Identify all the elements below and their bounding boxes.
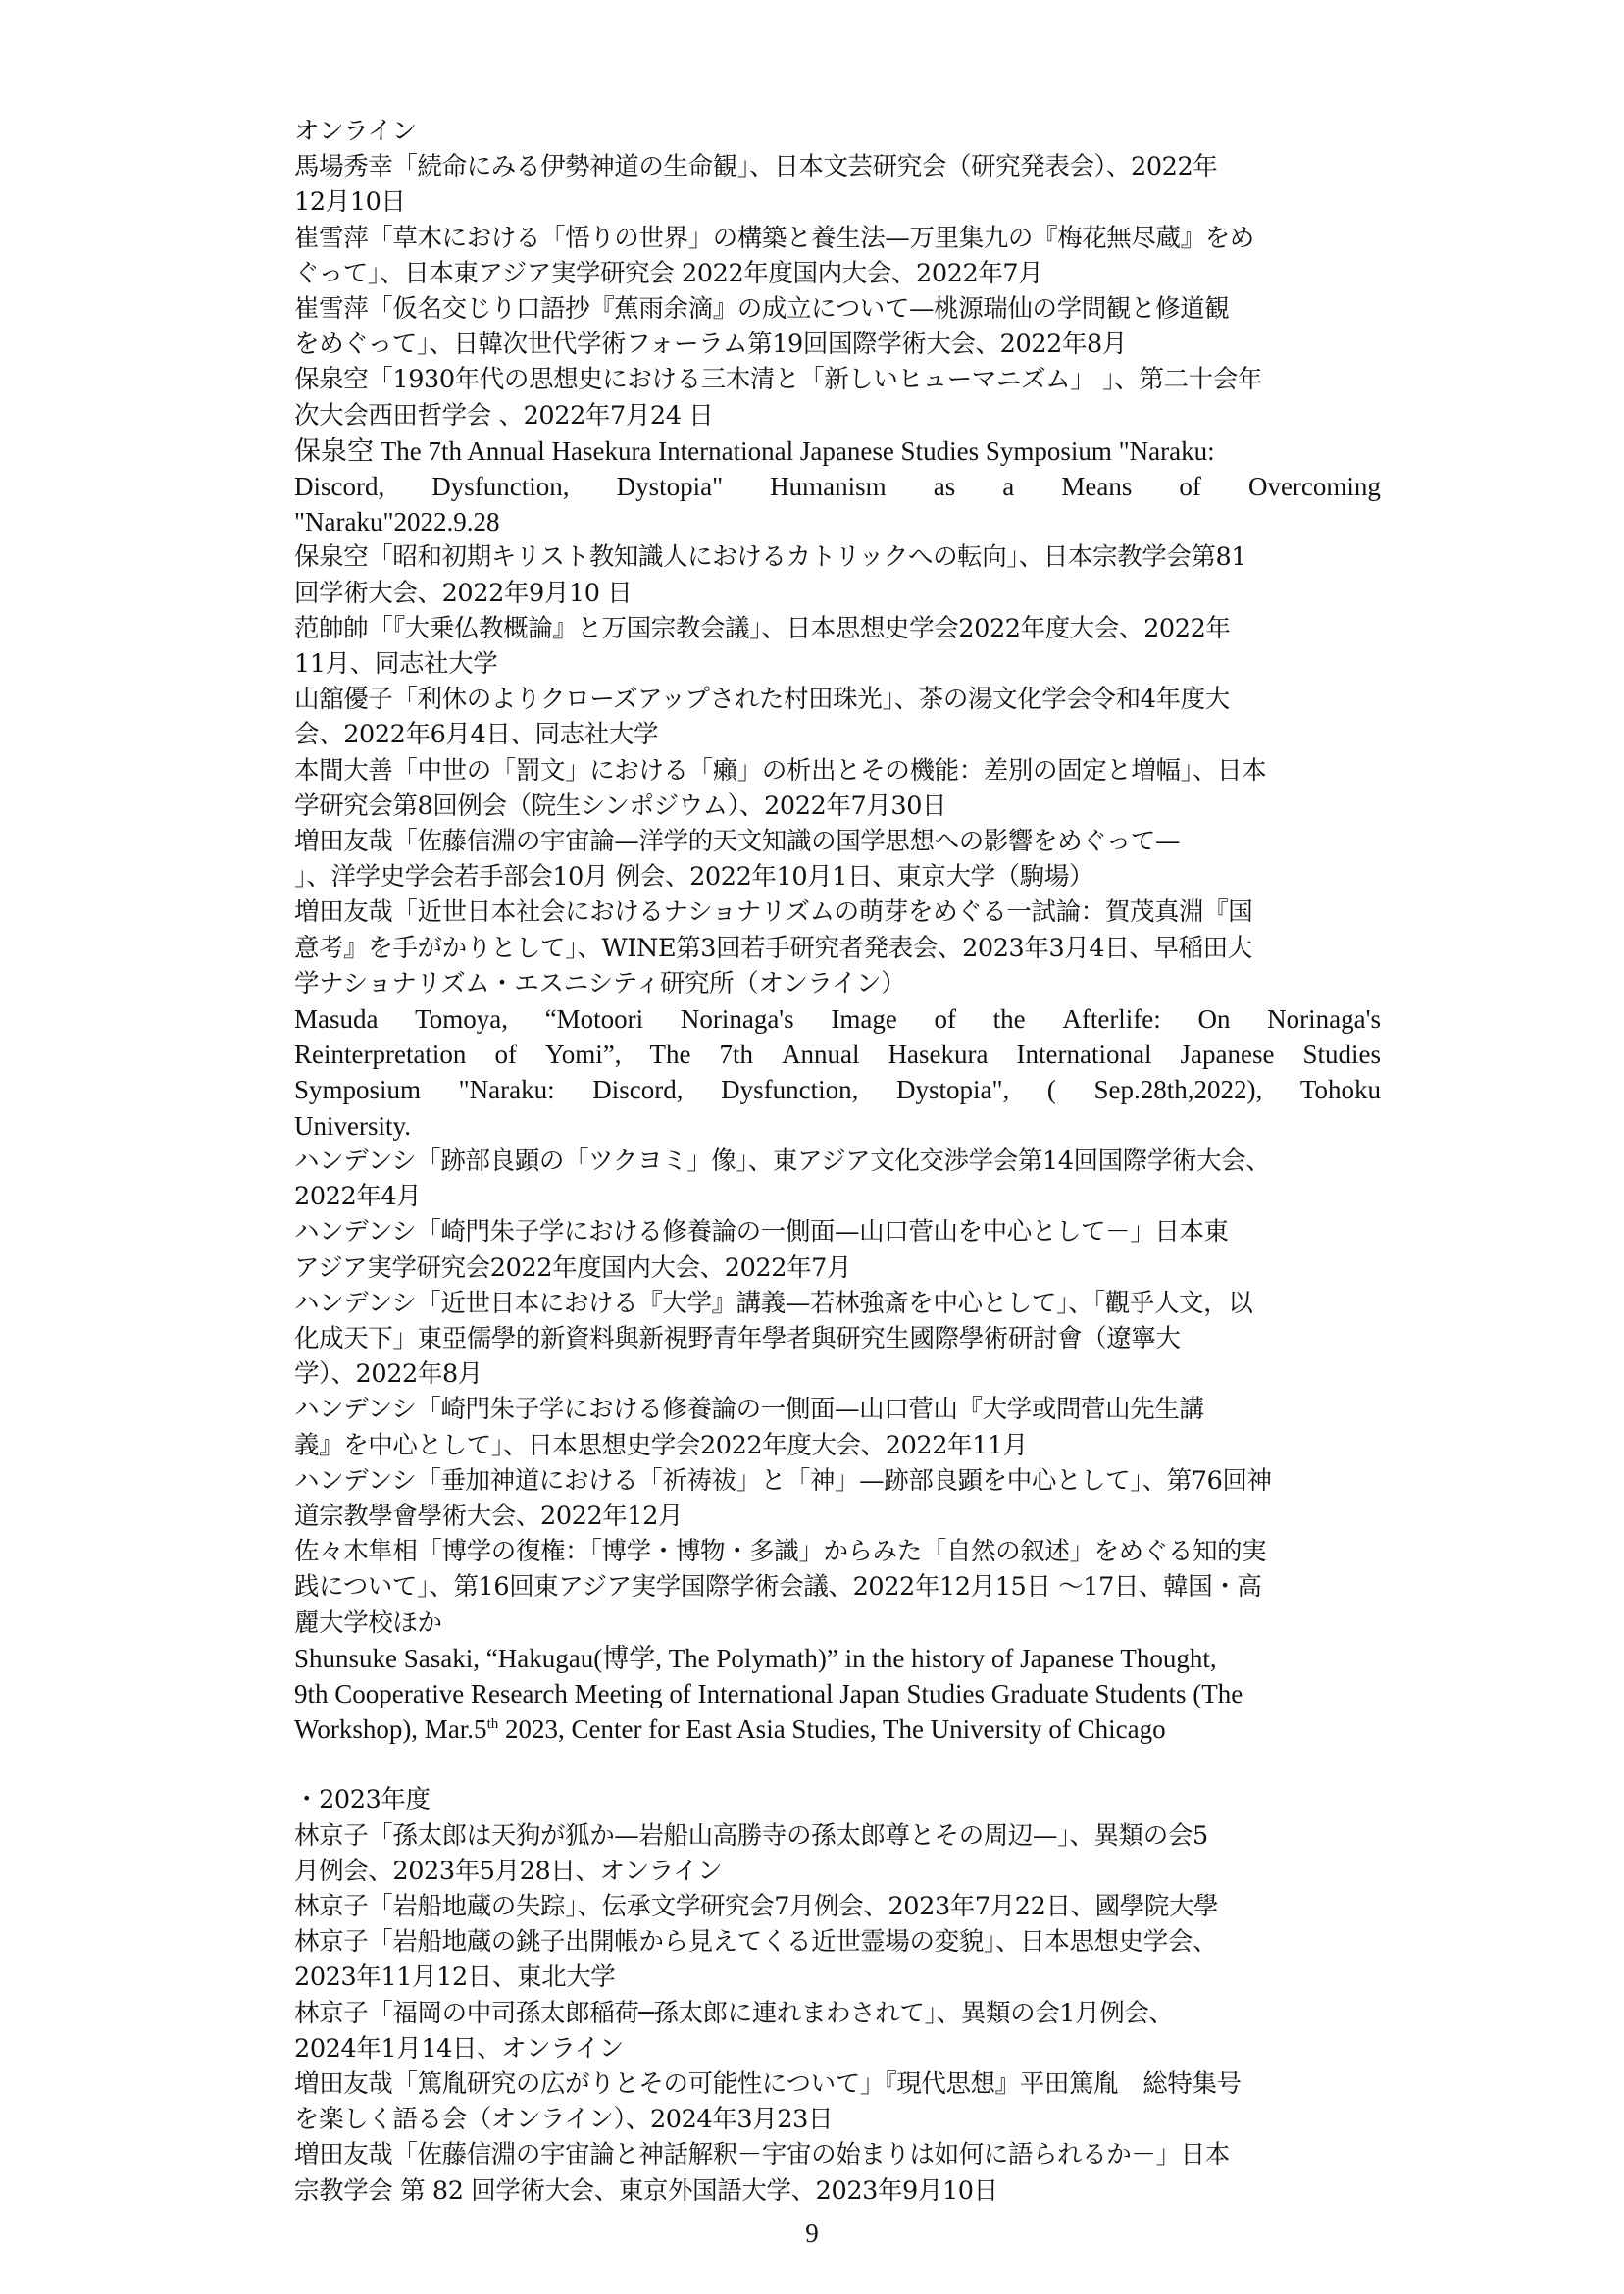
- text-line: 9th Cooperative Research Meeting of International Japan Studies Graduate Students (The: [294, 1678, 1243, 1708]
- word: Dystopia",: [895, 1075, 1010, 1105]
- word: “Motoori: [544, 1004, 644, 1035]
- text-line: 次大会西田哲学会 、2022年7月24 日: [294, 400, 714, 431]
- word: The: [649, 1040, 691, 1070]
- text-line: 増田友哉「佐藤信淵の宇宙論と神話解釈－宇宙の始まりは如何に語られるか－」日本: [294, 2140, 1230, 2170]
- word: Dysfunction,: [431, 472, 570, 502]
- text-line: 林京子「岩船地蔵の銚子出開帳から見えてくる近世霊場の変貌」、日本思想史学会、: [294, 1927, 1218, 1958]
- text-line: 意考』を手がかりとして」、WINE第3回若手研究者発表会、2023年3月4日、早稲田大: [294, 933, 1252, 963]
- text-line: ハンデンシ「近世日本における『大学』講義—若林強斎を中心として」、「觀乎人文，以: [294, 1288, 1253, 1318]
- text-line: 林京子「岩船地蔵の失踪」、伝承文学研究会7月例会、2023年7月22日、國學院大學: [294, 1891, 1219, 1921]
- text-line-justified: [294, 1001, 1381, 1037]
- word: Discord,: [294, 472, 385, 502]
- text-line-justified: [294, 469, 1381, 504]
- text-line: University.: [294, 1110, 411, 1141]
- text-line: 道宗教學會學術大会、2022年12月: [294, 1501, 684, 1531]
- word: as: [933, 472, 956, 502]
- text-line: 2024年1月14日、オンライン: [294, 2033, 624, 2064]
- text-line: オンライン: [294, 117, 417, 146]
- text-line: ハンデンシ「跡部良顕の「ツクヨミ」像」、東アジア文化交渉学会第14回国際学術大会、: [294, 1146, 1271, 1176]
- text-fragment: Workshop), Mar.5: [294, 1714, 487, 1745]
- word: of: [934, 1004, 956, 1035]
- word: of: [494, 1040, 517, 1070]
- word: Japanese: [1180, 1040, 1275, 1070]
- text-line: 2022年4月: [294, 1182, 422, 1212]
- word: Tohoku: [1299, 1075, 1381, 1105]
- word: a: [1002, 472, 1015, 502]
- text-line: アジア実学研究会2022年度国内大会、2022年7月: [294, 1252, 852, 1283]
- text-line: 増田友哉「佐藤信淵の宇宙論—洋学的天文知識の国学思想への影響をめぐって—: [294, 827, 1181, 857]
- word: Norinaga's: [1267, 1004, 1381, 1035]
- text-line: をめぐって」、日韓次世代学術フォーラム第19回国際学術大会、2022年8月: [294, 330, 1127, 360]
- entries-2022-c: [294, 1144, 1381, 1641]
- text-line-justified: [294, 1072, 1381, 1107]
- word: Masuda: [294, 1004, 379, 1035]
- word: (: [1046, 1075, 1056, 1105]
- text-line: 学ナショナリズム・エスニシティ研究所（オンライン）: [294, 968, 906, 998]
- text-line: ハンデンシ「崎門朱子学における修養論の一側面—山口菅山『大学或問菅山先生講: [294, 1395, 1204, 1425]
- page-number: 9: [805, 2218, 819, 2248]
- word: 7th: [719, 1040, 754, 1070]
- word: Dystopia": [616, 472, 724, 502]
- text-line: 佐々木隼相「博学の復権：「博学・博物・多識」からみた「自然の叙述」をめぐる知的実: [294, 1537, 1267, 1567]
- word: Overcoming: [1247, 472, 1381, 502]
- text-line: 崔雪萍「草木における「悟りの世界」の構築と養生法—万里集九の『梅花無尽蔵』をめ: [294, 223, 1254, 253]
- entry-masuda-en: [294, 1001, 1381, 1144]
- word: Dysfunction,: [721, 1075, 859, 1105]
- word: International: [1016, 1040, 1152, 1070]
- text-line: 12月10日: [294, 187, 406, 218]
- entries-2022-a: [294, 114, 1381, 433]
- word: Discord,: [592, 1075, 684, 1105]
- text-line: ハンデンシ「垂加神道における「祈祷祓」と「神」—跡部良顕を中心として」、第76回神: [294, 1465, 1272, 1496]
- entry-hoizumi-en: [294, 433, 1381, 540]
- text-line: 学）、2022年8月: [294, 1359, 482, 1390]
- word: Hasekura: [888, 1040, 989, 1070]
- text-line: 学研究会第8回例会（院生シンポジウム）、2022年7月30日: [294, 790, 947, 821]
- text-line: 本間大善「中世の「罰文」における「癩」の析出とその機能：差別の固定と増幅」、日本: [294, 755, 1267, 786]
- word: Image: [831, 1004, 897, 1035]
- text-line: 11月、同志社大学: [294, 649, 498, 680]
- text-line: Shunsuke Sasaki, “Hakugau(博学, The Polymath)” in the history of Japanese Thought,: [294, 1643, 1217, 1673]
- presentation-list: [294, 114, 1381, 2209]
- text-line: 宗教学会 第 82 回学術大会、東京外国語大学、2023年9月10日: [294, 2175, 998, 2206]
- text-line: 化成天下」東亞儒學的新資料與新視野青年學者與研究生國際學術研討會（遼寧大: [294, 1323, 1181, 1353]
- text-line: ハンデンシ「崎門朱子学における修養論の一側面—山口菅山を中心として－」日本東: [294, 1217, 1229, 1248]
- word: Annual: [782, 1040, 860, 1070]
- word: On: [1197, 1004, 1231, 1035]
- text-line: 林京子「福岡の中司孫太郎稲荷─孫太郎に連れまわされて」、異類の会1月例会、: [294, 1998, 1174, 2028]
- text-line: を楽しく語る会（オンライン）、2024年3月23日: [294, 2105, 834, 2135]
- entries-2022-b: [294, 539, 1381, 1001]
- text-line: 范帥帥「『大乗仏教概論』と万国宗教会議」、日本思想史学会2022年度大会、2022年: [294, 613, 1231, 643]
- text-line: 保泉空「1930年代の思想史における三木清と「新しいヒューマニズム」 」、第二十会年: [294, 365, 1262, 395]
- word: Studies: [1302, 1040, 1381, 1070]
- word: Symposium: [294, 1075, 422, 1105]
- entries-2023: [294, 1818, 1381, 2209]
- text-line: 践について」、第16回東アジア実学国際学術会議、2022年12月15日 ～17日、韓国・高: [294, 1572, 1262, 1603]
- text-line-justified: [294, 1037, 1381, 1072]
- text-line: 崔雪萍「仮名交じり口語抄『蕉雨余滴』の成立について—桃源瑞仙の学問観と修道観: [294, 294, 1230, 325]
- word: Sep.28th,2022),: [1093, 1075, 1263, 1105]
- text-line: 2023年11月12日、東北大学: [294, 1963, 616, 1993]
- text-line: 馬場秀幸「続命にみる伊勢神道の生命観」、日本文芸研究会（研究発表会）、2022年: [294, 152, 1218, 182]
- word: Afterlife:: [1062, 1004, 1161, 1035]
- text-line: [294, 1711, 1381, 1747]
- text-line: 月例会、2023年5月28日、オンライン: [294, 1856, 723, 1886]
- text-line: 」、洋学史学会若手部会10月 例会、2022年10月1日、東京大学（駒場）: [294, 862, 1094, 892]
- text-line: 保泉空「昭和初期キリスト教知識人におけるカトリックへの転向」、日本宗教学会第81: [294, 542, 1247, 573]
- entry-sasaki-en: [294, 1641, 1381, 1748]
- text-fragment: 2023, Center for East Asia Studies, The University of Chicago: [498, 1714, 1166, 1745]
- text-line: 山舘優子「利休のよりクローズアップされた村田珠光」、茶の湯文化学会令和4年度大: [294, 685, 1230, 715]
- text-line: 林京子「孫太郎は天狗が狐か—岩船山高勝寺の孫太郎尊とその周辺—」、異類の会5: [294, 1820, 1208, 1851]
- text-line: 義』を中心として」、日本思想史学会2022年度大会、2022年11月: [294, 1430, 1028, 1460]
- text-line: 保泉空 The 7th Annual Hasekura International Japanese Studies Symposium "Naraku:: [294, 435, 1215, 466]
- word: of: [1179, 472, 1201, 502]
- text-line: 増田友哉「篤胤研究の広がりとその可能性について」『現代思想』平田篤胤 総特集号: [294, 2068, 1242, 2099]
- word: Reinterpretation: [294, 1040, 467, 1070]
- text-line: 会、2022年6月4日、同志社大学: [294, 720, 659, 750]
- text-line: 麗大学校ほか: [294, 1607, 442, 1638]
- blank-line: [294, 1747, 1381, 1782]
- word: Means: [1061, 472, 1133, 502]
- word: Humanism: [770, 472, 887, 502]
- word: the: [992, 1004, 1026, 1035]
- text-line: 回学術大会、2022年9月10 日: [294, 578, 633, 608]
- text-line: 増田友哉「近世日本社会におけるナショナリズムの萌芽をめぐる一試論：賀茂真淵『国: [294, 897, 1253, 928]
- section-heading-2023: ・2023年度: [294, 1785, 431, 1815]
- text-line: ぐって」、日本東アジア実学研究会 2022年度国内大会、2022年7月: [294, 258, 1043, 288]
- word: Tomoya,: [415, 1004, 508, 1035]
- ordinal-superscript: th: [486, 1716, 499, 1733]
- word: Yomi”,: [544, 1040, 622, 1070]
- word: "Naraku:: [458, 1075, 555, 1105]
- word: Norinaga's: [680, 1004, 794, 1035]
- text-line: "Naraku"2022.9.28: [294, 507, 500, 537]
